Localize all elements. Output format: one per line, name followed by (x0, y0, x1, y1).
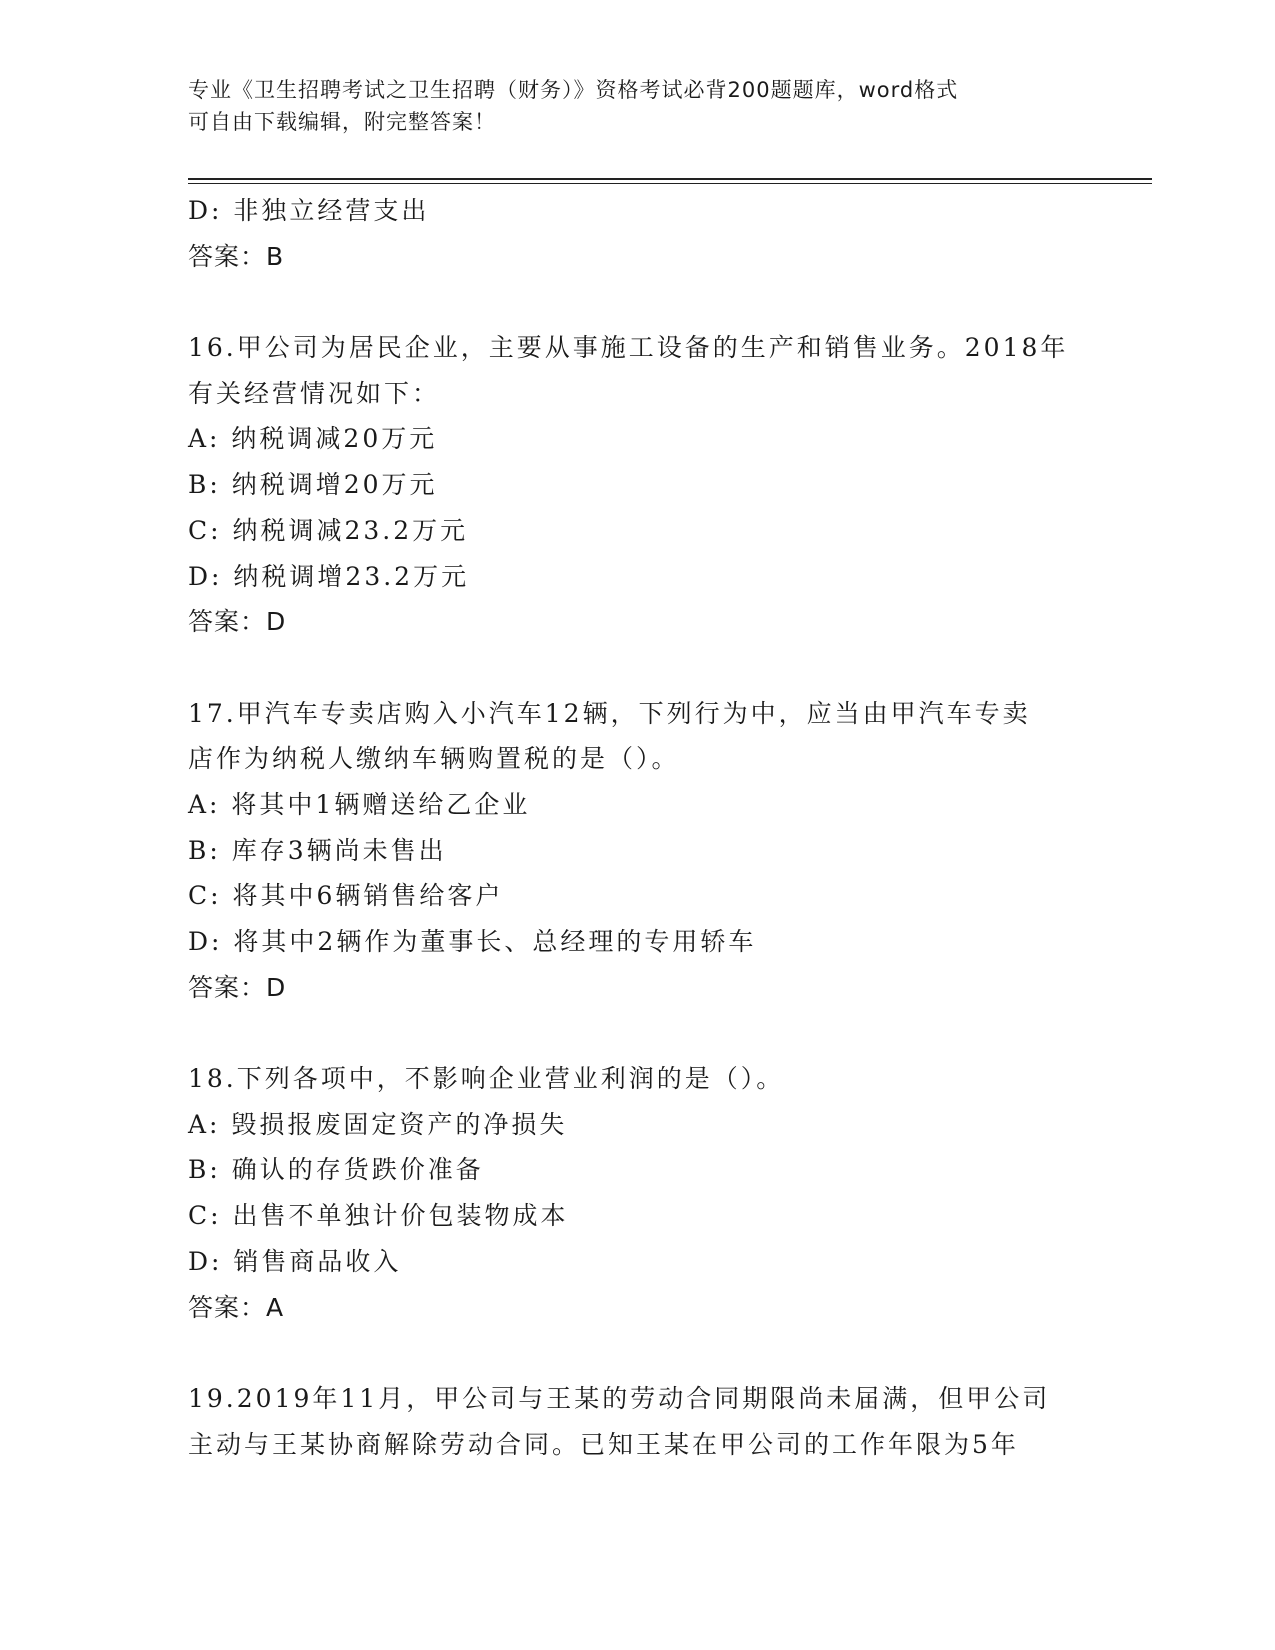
header-title-line-2: 可自由下载编辑，附完整答案！ (188, 110, 496, 134)
question-18 (188, 1056, 1088, 1330)
answer-label: 答案：D (188, 972, 287, 1002)
option-b: B: 确认的存货跌价准备 (188, 1155, 484, 1185)
question-15-tail (188, 188, 1088, 279)
question-19 (188, 1376, 1088, 1467)
answer-label: 答案：D (188, 607, 287, 637)
question-16 (188, 325, 1088, 645)
question-stem: 16.甲公司为居民企业，主要从事施工设备的生产和销售业务。2018年 (188, 333, 1069, 363)
question-stem: 19.2019年11月，甲公司与王某的劳动合同期限尚未届满，但甲公司 (188, 1383, 1051, 1413)
option-c: C: 纳税调减23.2万元 (188, 515, 469, 545)
answer-label: 答案：B (188, 241, 285, 271)
option-d: D: 销售商品收入 (188, 1246, 402, 1276)
option-b: B: 库存3辆尚未售出 (188, 835, 447, 865)
option-c: C: 出售不单独计价包装物成本 (188, 1201, 569, 1231)
option-c: C: 将其中6辆销售给客户 (188, 881, 504, 911)
question-stem: 18.下列各项中，不影响企业营业利润的是（）。 (188, 1064, 785, 1094)
header-divider-thin (188, 183, 1152, 184)
spacer (188, 1010, 1088, 1056)
spacer (188, 1330, 1088, 1376)
option-a: A: 毁损报废固定资产的净损失 (188, 1109, 568, 1139)
header-title-line-1: 专业《卫生招聘考试之卫生招聘（财务）》资格考试必背200题题库，word格式 (188, 78, 959, 102)
spacer (188, 645, 1088, 691)
option-a: A: 纳税调减20万元 (188, 424, 438, 454)
answer-label: 答案：A (188, 1292, 285, 1322)
option-d: D: 非独立经营支出 (188, 196, 430, 225)
option-a: A: 将其中1辆赠送给乙企业 (188, 789, 531, 819)
option-d: D: 纳税调增23.2万元 (188, 561, 470, 591)
question-stem: 17.甲汽车专卖店购入小汽车12辆，下列行为中，应当由甲汽车专卖 (188, 698, 1031, 728)
question-stem: 店作为纳税人缴纳车辆购置税的是（）。 (188, 744, 680, 774)
question-list (188, 188, 1088, 1467)
question-17 (188, 691, 1088, 1011)
spacer (188, 279, 1088, 325)
question-stem: 有关经营情况如下： (188, 378, 441, 408)
question-stem: 主动与王某协商解除劳动合同。已知王某在甲公司的工作年限为5年 (188, 1429, 1019, 1459)
option-d: D: 将其中2辆作为董事长、总经理的专用轿车 (188, 927, 757, 956)
document-header (188, 74, 1068, 138)
header-divider-thick (188, 178, 1152, 180)
option-b: B: 纳税调增20万元 (188, 470, 438, 500)
